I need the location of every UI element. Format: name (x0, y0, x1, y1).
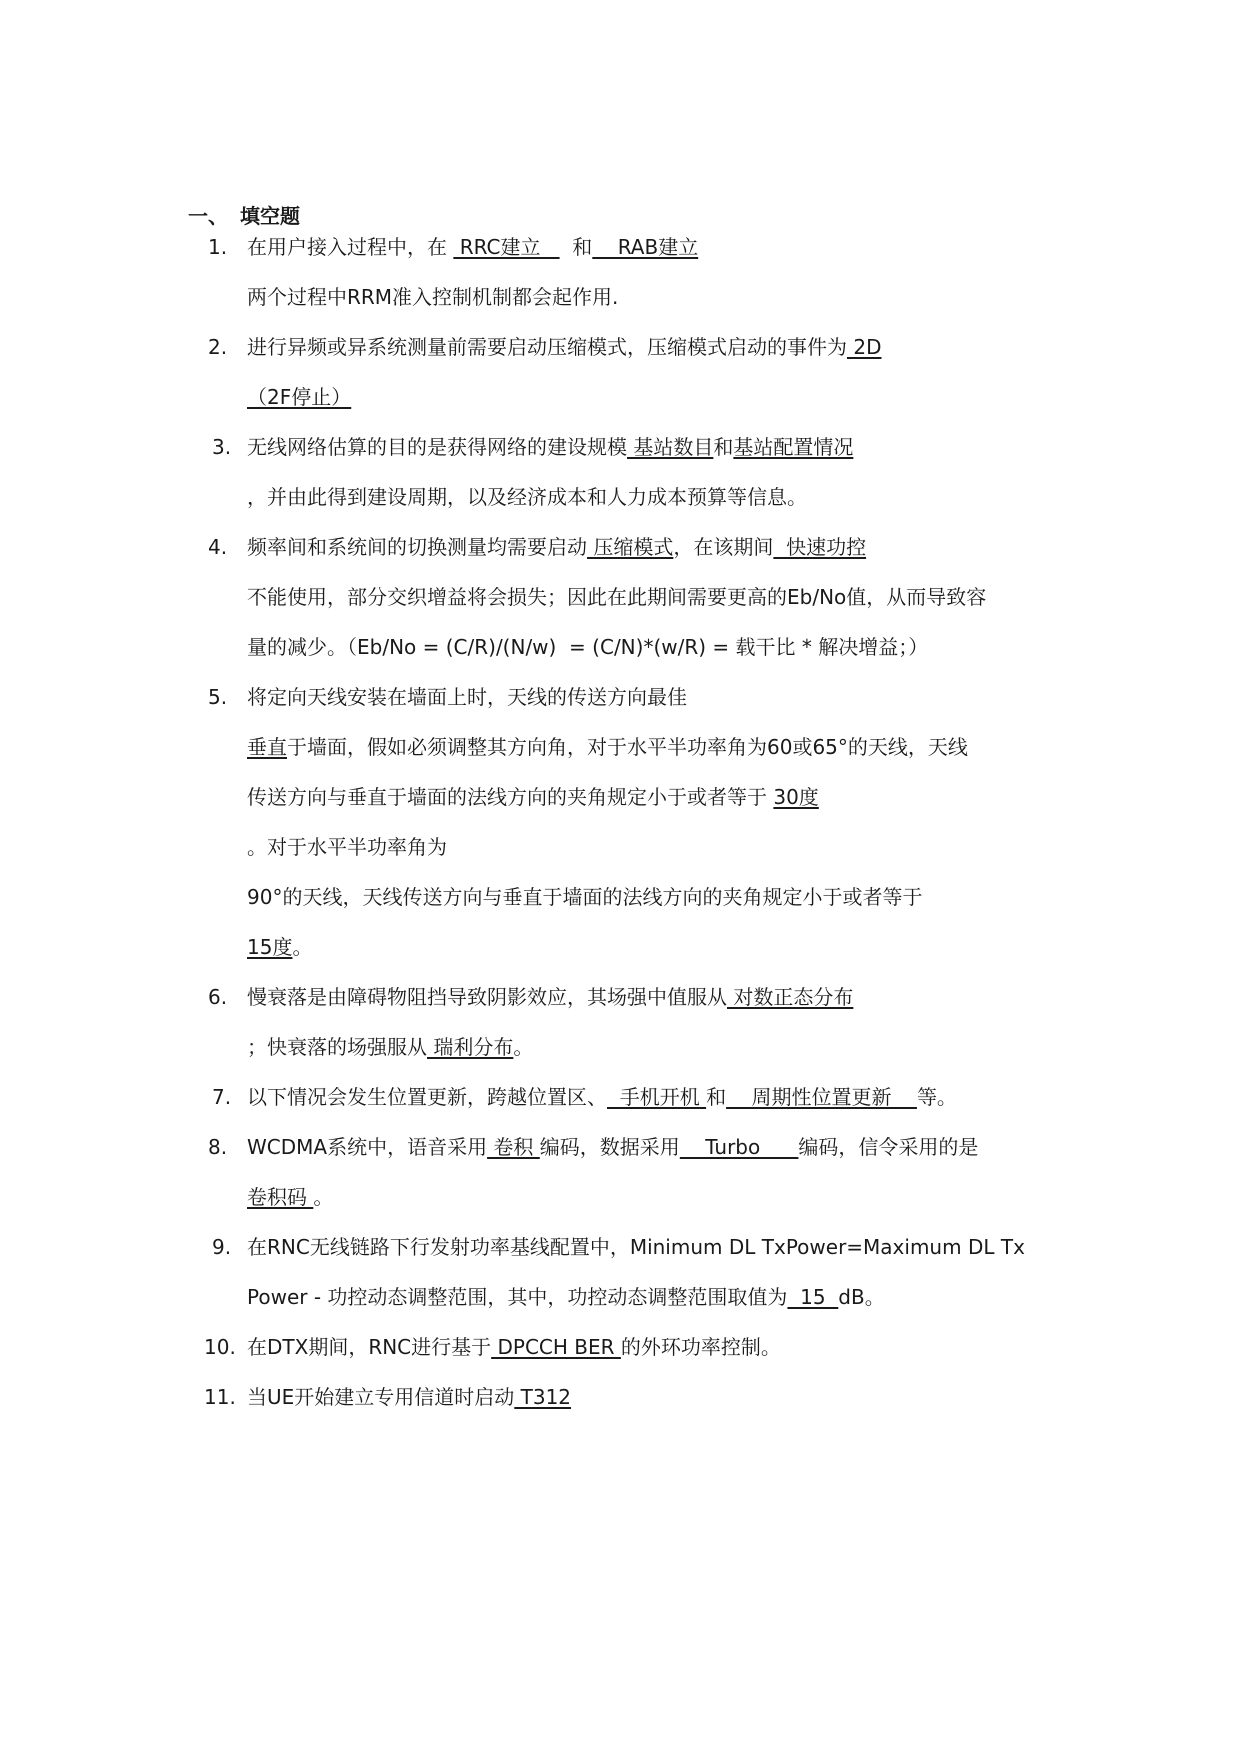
answer-blank: 卷积码 (247, 1185, 314, 1209)
question-number-4: 4. (208, 535, 228, 559)
question-number-6: 6. (208, 985, 228, 1009)
question-number-9: 9. (212, 1235, 232, 1259)
section-title: 填空题 (240, 204, 300, 228)
question-number-3: 3. (212, 435, 232, 459)
question-number-2: 2. (208, 335, 228, 359)
question-number-8: 8. (208, 1135, 228, 1159)
answer-blank: 瑞利分布 (427, 1035, 514, 1059)
question-number-11: 11. (204, 1385, 236, 1409)
question-7-line-1: 以下情况会发生位置更新，跨越位置区、 手机开机 和 周期性位置更新 等。 (247, 1085, 957, 1109)
answer-blank: 垂直 (247, 735, 287, 759)
answer-blank: （2F停止） (247, 385, 352, 409)
section-heading (188, 200, 300, 229)
question-2-line-2 (247, 384, 351, 410)
question-5-line-6: 15度。 (247, 935, 313, 959)
answer-blank: 15 (787, 1285, 839, 1309)
question-5-line-4: 。对于水平半功率角为 (247, 835, 447, 859)
question-9-line-1: 在RNC无线链路下行发射功率基线配置中，Minimum DL TxPower=Maximum DL Tx (247, 1235, 1025, 1259)
answer-blank: 30度 (773, 785, 819, 809)
answer-blank: RRC建立 (453, 235, 560, 259)
section-number: 一、 (188, 204, 228, 228)
answer-blank: T312 (514, 1385, 572, 1409)
question-6-line-1: 慢衰落是由障碍物阻挡导致阴影效应，其场强中值服从 对数正态分布 (247, 985, 854, 1009)
question-3-line-1: 无线网络估算的目的是获得网络的建设规模 基站数目和基站配置情况 (247, 435, 854, 459)
question-number-5: 5. (208, 685, 228, 709)
question-number-10: 10. (204, 1335, 236, 1359)
question-3-line-2: ，并由此得到建设周期，以及经济成本和人力成本预算等信息。 (247, 485, 807, 509)
question-8-line-1: WCDMA系统中，语音采用 卷积 编码，数据采用 Turbo 编码，信令采用的是 (247, 1135, 979, 1159)
question-5-line-3: 传送方向与垂直于墙面的法线方向的夹角规定小于或者等于 30度 (247, 785, 819, 809)
question-number-1: 1. (208, 235, 228, 259)
answer-blank: 快速功控 (773, 535, 867, 559)
question-2-line-1: 进行异频或异系统测量前需要启动压缩模式，压缩模式启动的事件为 2D (247, 335, 882, 359)
answer-blank: 基站配置情况 (733, 435, 854, 459)
question-8-line-2: 卷积码 。 (247, 1185, 334, 1209)
question-10-line-1: 在DTX期间，RNC进行基于 DPCCH BER 的外环功率控制。 (247, 1335, 781, 1359)
question-number-7: 7. (212, 1085, 232, 1109)
question-5-line-5: 90°的天线，天线传送方向与垂直于墙面的法线方向的夹角规定小于或者等于 (247, 885, 923, 909)
question-9-line-2: Power - 功控动态调整范围，其中，功控动态调整范围取值为 15 dB。 (247, 1285, 885, 1309)
answer-blank: RAB建立 (592, 235, 699, 259)
answer-blank: 压缩模式 (587, 535, 674, 559)
answer-blank: 周期性位置更新 (726, 1085, 917, 1109)
question-4-line-2: 不能使用，部分交织增益将会损失；因此在此期间需要更高的Eb/No值，从而导致容 (247, 585, 987, 609)
question-11-line-1: 当UE开始建立专用信道时启动 T312 (247, 1385, 572, 1409)
question-5-line-1: 将定向天线安装在墙面上时，天线的传送方向最佳 (247, 685, 687, 709)
question-4-line-3: 量的减少。（Eb/No = (C/R)/(N/w) = (C/N)*(w/R) = 载干比 * 解决增益；） (247, 635, 929, 659)
answer-blank: 15度 (247, 935, 293, 959)
question-4-line-1: 频率间和系统间的切换测量均需要启动 压缩模式，在该期间 快速功控 (247, 535, 867, 559)
question-1-line-2: 两个过程中RRM准入控制机制都会起作用. (247, 285, 619, 309)
answer-blank: DPCCH BER (491, 1335, 621, 1359)
answer-blank: 对数正态分布 (727, 985, 854, 1009)
question-1-line-1: 在用户接入过程中，在 RRC建立 和 RAB建立 (247, 235, 699, 259)
answer-blank: 卷积 (487, 1135, 540, 1159)
answer-blank: Turbo (679, 1135, 799, 1159)
answer-blank: 基站数目 (627, 435, 714, 459)
question-5-line-2: 垂直于墙面，假如必须调整其方向角，对于水平半功率角为60或65°的天线，天线 (247, 735, 968, 759)
question-6-line-2: ；快衰落的场强服从 瑞利分布。 (247, 1035, 534, 1059)
answer-blank: 手机开机 (607, 1085, 707, 1109)
answer-blank: 2D (847, 335, 882, 359)
